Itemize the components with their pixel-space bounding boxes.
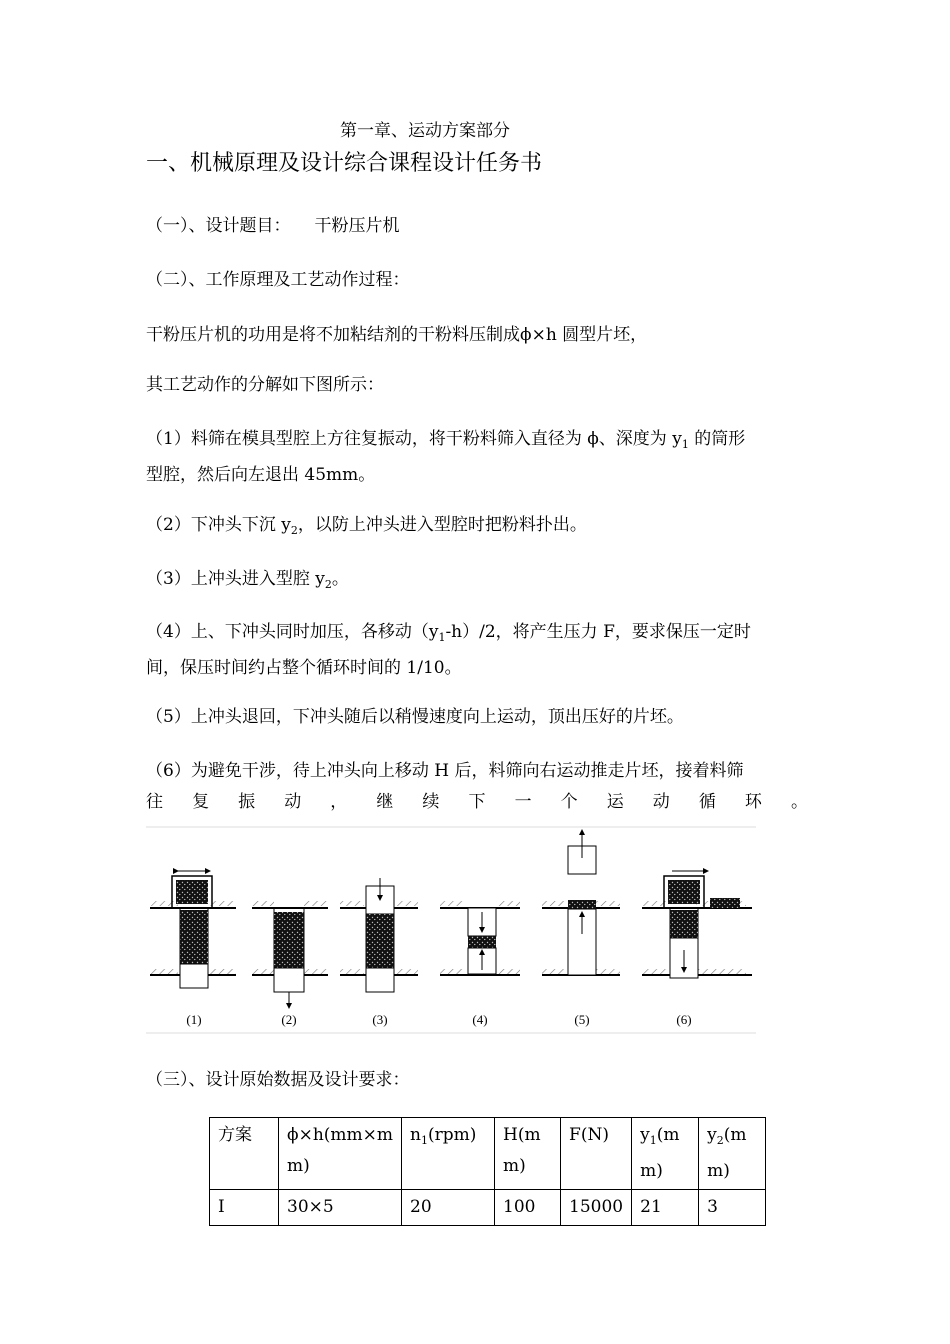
header-n1-sub: 1 [420, 1134, 428, 1147]
header-y1-unit: (m [656, 1125, 680, 1145]
header-scheme: 方案 [210, 1118, 279, 1190]
header-H-line1: H(m [503, 1125, 541, 1145]
step-1-y: y [672, 429, 682, 449]
step-1-phi: ϕ [587, 429, 599, 449]
header-H-line2: m) [503, 1156, 526, 1176]
header-n1-symbol: n [410, 1125, 421, 1145]
stage-4-diagram [440, 901, 520, 975]
cell-y2: 3 [699, 1190, 766, 1226]
stage-5-diagram [542, 832, 620, 975]
step-1-text-c: 的筒形 [688, 429, 746, 449]
data-heading: （三）、设计原始数据及设计要求： [146, 1070, 410, 1090]
step-3 [146, 564, 808, 600]
cell-y1: 21 [632, 1190, 699, 1226]
step-1 [146, 424, 808, 491]
header-y2-symbol: y [707, 1125, 717, 1145]
step-3-text-b: 。 [331, 569, 349, 589]
cell-F: 15000 [561, 1190, 632, 1226]
header-y2 [699, 1118, 766, 1190]
section-title: 一、机械原理及设计综合课程设计任务书 [146, 151, 543, 176]
stage-1-diagram [150, 871, 236, 988]
step-4-text: （4）上、下冲头同时加压，各移动（ [146, 622, 429, 642]
intro-paragraph [146, 320, 808, 351]
header-F: F(N) [561, 1118, 632, 1190]
step-4-text-b: -h）/2，将产生压力 F，要求保压一定时 [445, 622, 751, 642]
step-3-y-sub: 2 [324, 578, 332, 591]
intro-part1: 干粉压片机的功用是将不加粘结剂的干粉料压制成 [146, 325, 520, 345]
topic-value: 干粉压片机 [314, 216, 400, 236]
header-y1-sub: 1 [649, 1134, 657, 1147]
figure-label-3: (3) [372, 1012, 388, 1027]
step-5: （5）上冲头退回，下冲头随后以稍慢速度向上运动，顶出压好的片坯。 [146, 707, 684, 727]
design-topic [146, 211, 808, 242]
step-1-y-sub: 1 [681, 438, 689, 451]
intro-symbol: ϕ×h [520, 325, 557, 345]
step-6-line2: 往 复 振 动 ， 继 续 下 一 个 运 动 循 环 。 [146, 792, 808, 812]
header-y1-symbol: y [640, 1125, 650, 1145]
header-y1 [632, 1118, 699, 1190]
table-header-row [210, 1118, 766, 1190]
header-n1 [402, 1118, 495, 1190]
step-2-text-b: ，以防上冲头进入型腔时把粉料扑出。 [297, 515, 587, 535]
figure-label-6: (6) [676, 1012, 692, 1027]
step-1-text-b: 、深度为 [598, 429, 673, 449]
intro-part2: 圆型片坯， [556, 325, 648, 345]
step-2 [146, 510, 808, 546]
process-figure [146, 826, 756, 1034]
header-H [495, 1118, 561, 1190]
stage-2-diagram [252, 901, 328, 1006]
cell-phi-h: 30×5 [279, 1190, 402, 1226]
table-row [210, 1190, 766, 1226]
step-4-y: y [428, 622, 439, 642]
cell-H: 100 [495, 1190, 561, 1226]
figure-label-1: (1) [186, 1012, 202, 1027]
header-n1-unit: (rpm) [427, 1125, 477, 1145]
step-4 [146, 617, 808, 684]
step-6 [146, 756, 808, 818]
topic-label: （一）、设计题目： [146, 216, 291, 236]
intro-line2: 其工艺动作的分解如下图所示： [146, 375, 384, 395]
step-4-y-sub: 1 [438, 631, 446, 644]
step-2-y: y [281, 515, 291, 535]
figure-label-5: (5) [574, 1012, 590, 1027]
step-3-text: （3）上冲头进入型腔 [146, 569, 316, 589]
principle-heading: （二）、工作原理及工艺动作过程： [146, 270, 410, 290]
header-phi-h-line1: ϕ×h(mm×m [287, 1125, 394, 1145]
step-6-line1: （6）为避免干涉，待上冲头向上移动 H 后，料筛向右运动推走片坯，接着料筛 [146, 761, 744, 781]
chapter-title: 第一章、运动方案部分 [340, 121, 510, 141]
stage-3-diagram [340, 878, 418, 992]
figure-label-4: (4) [472, 1012, 488, 1027]
step-1-line2: 型腔，然后向左退出 45mm。 [146, 465, 376, 485]
header-y2-line2: m) [707, 1161, 730, 1181]
step-2-text: （2）下冲头下沉 [146, 515, 282, 535]
header-phi-h [279, 1118, 402, 1190]
figure-label-2: (2) [281, 1012, 297, 1027]
step-2-y-sub: 2 [290, 524, 298, 537]
header-phi-h-line2: m) [287, 1156, 310, 1176]
header-y2-sub: 2 [716, 1134, 724, 1147]
stage-6-diagram [642, 871, 752, 978]
cell-scheme: I [210, 1190, 279, 1226]
design-data-table [209, 1117, 766, 1226]
header-y1-line2: m) [640, 1161, 663, 1181]
cell-n1: 20 [402, 1190, 495, 1226]
step-1-text: （1）料筛在模具型腔上方往复振动，将干粉料筛入直径为 [146, 429, 588, 449]
step-3-y: y [315, 569, 325, 589]
header-y2-unit: (m [723, 1125, 747, 1145]
step-4-line2: 间，保压时间约占整个循环时间的 1/10。 [146, 658, 462, 678]
